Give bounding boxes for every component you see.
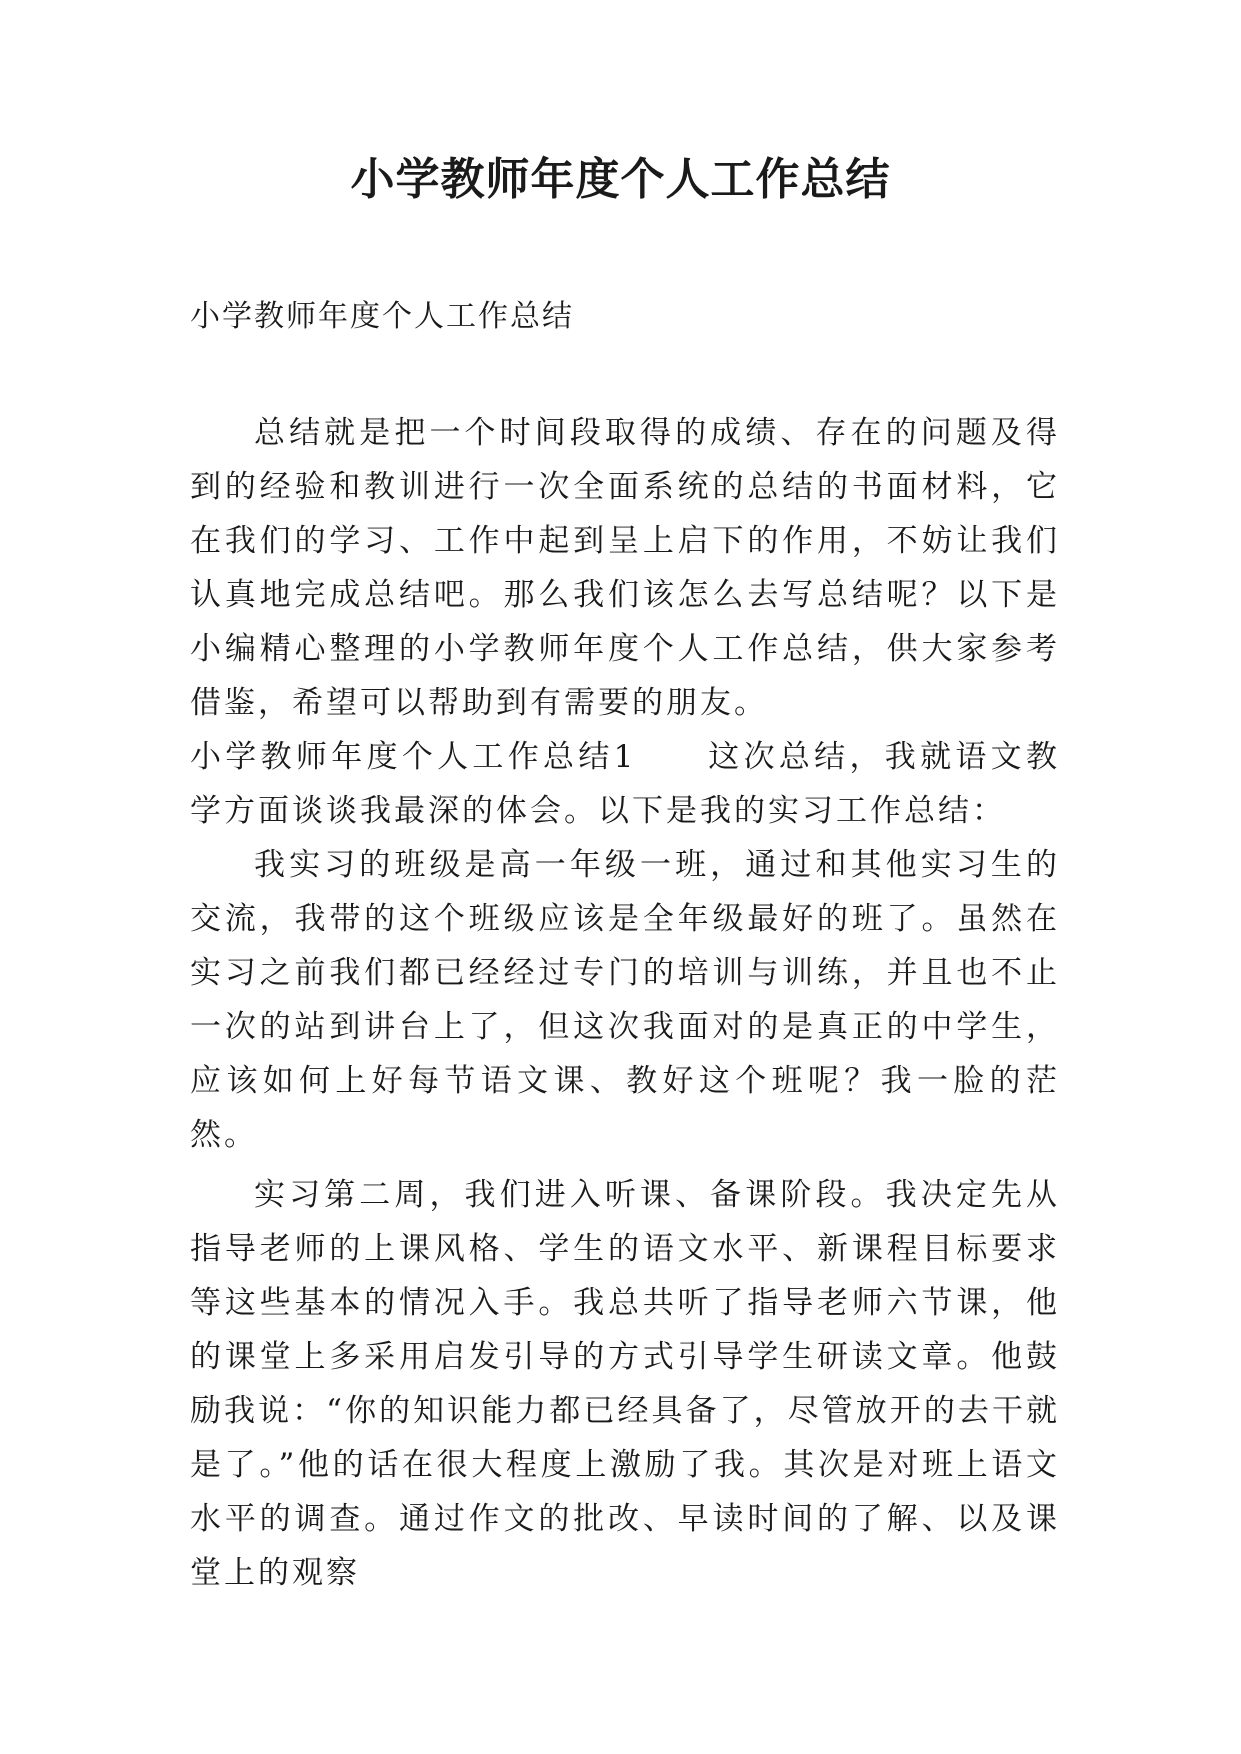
- paragraph-intro: 总结就是把一个时间段取得的成绩、存在的问题及得到的经验和教训进行一次全面系统的总结的书面材料，它在我们的学习、工作中起到呈上启下的作用，不妨让我们认真地完成总结吧。那么我们该怎么去写总结呢？以下是小编精心整理的小学教师年度个人工作总结，供大家参考借鉴，希望可以帮助到有需要的朋友。: [190, 415, 1060, 721]
- paragraph-second-week: 实习第二周，我们进入听课、备课阶段。我决定先从指导老师的上课风格、学生的语文水平、新课程目标要求等这些基本的情况入手。我总共听了指导老师六节课，他的课堂上多采用启发引导的方式引导学生研读文章。他鼓励我说：“你的知识能力都已经具备了，尽管放开的去干就是了。”他的话在很大程度上激励了我。其次是对班上语文水平的调查。通过作文的批改、早读时间的了解、以及课堂上的观察: [190, 1177, 1060, 1591]
- paragraph-section-heading: 小学教师年度个人工作总结1 这次总结，我就语文教学方面谈谈我最深的体会。以下是我的实习工作总结：: [190, 739, 1060, 829]
- paragraph-class-description: 我实习的班级是高一年级一班，通过和其他实习生的交流，我带的这个班级应该是全年级最好的班了。虽然在实习之前我们都已经经过专门的培训与训练，并且也不止一次的站到讲台上了，但这次我面对的是真正的中学生，应该如何上好每节语文课、教好这个班呢？我一脸的茫然。: [190, 847, 1060, 1153]
- document-subtitle: 小学教师年度个人工作总结: [190, 299, 574, 334]
- document-body: [190, 406, 1060, 1600]
- document-title: 小学教师年度个人工作总结: [350, 154, 891, 205]
